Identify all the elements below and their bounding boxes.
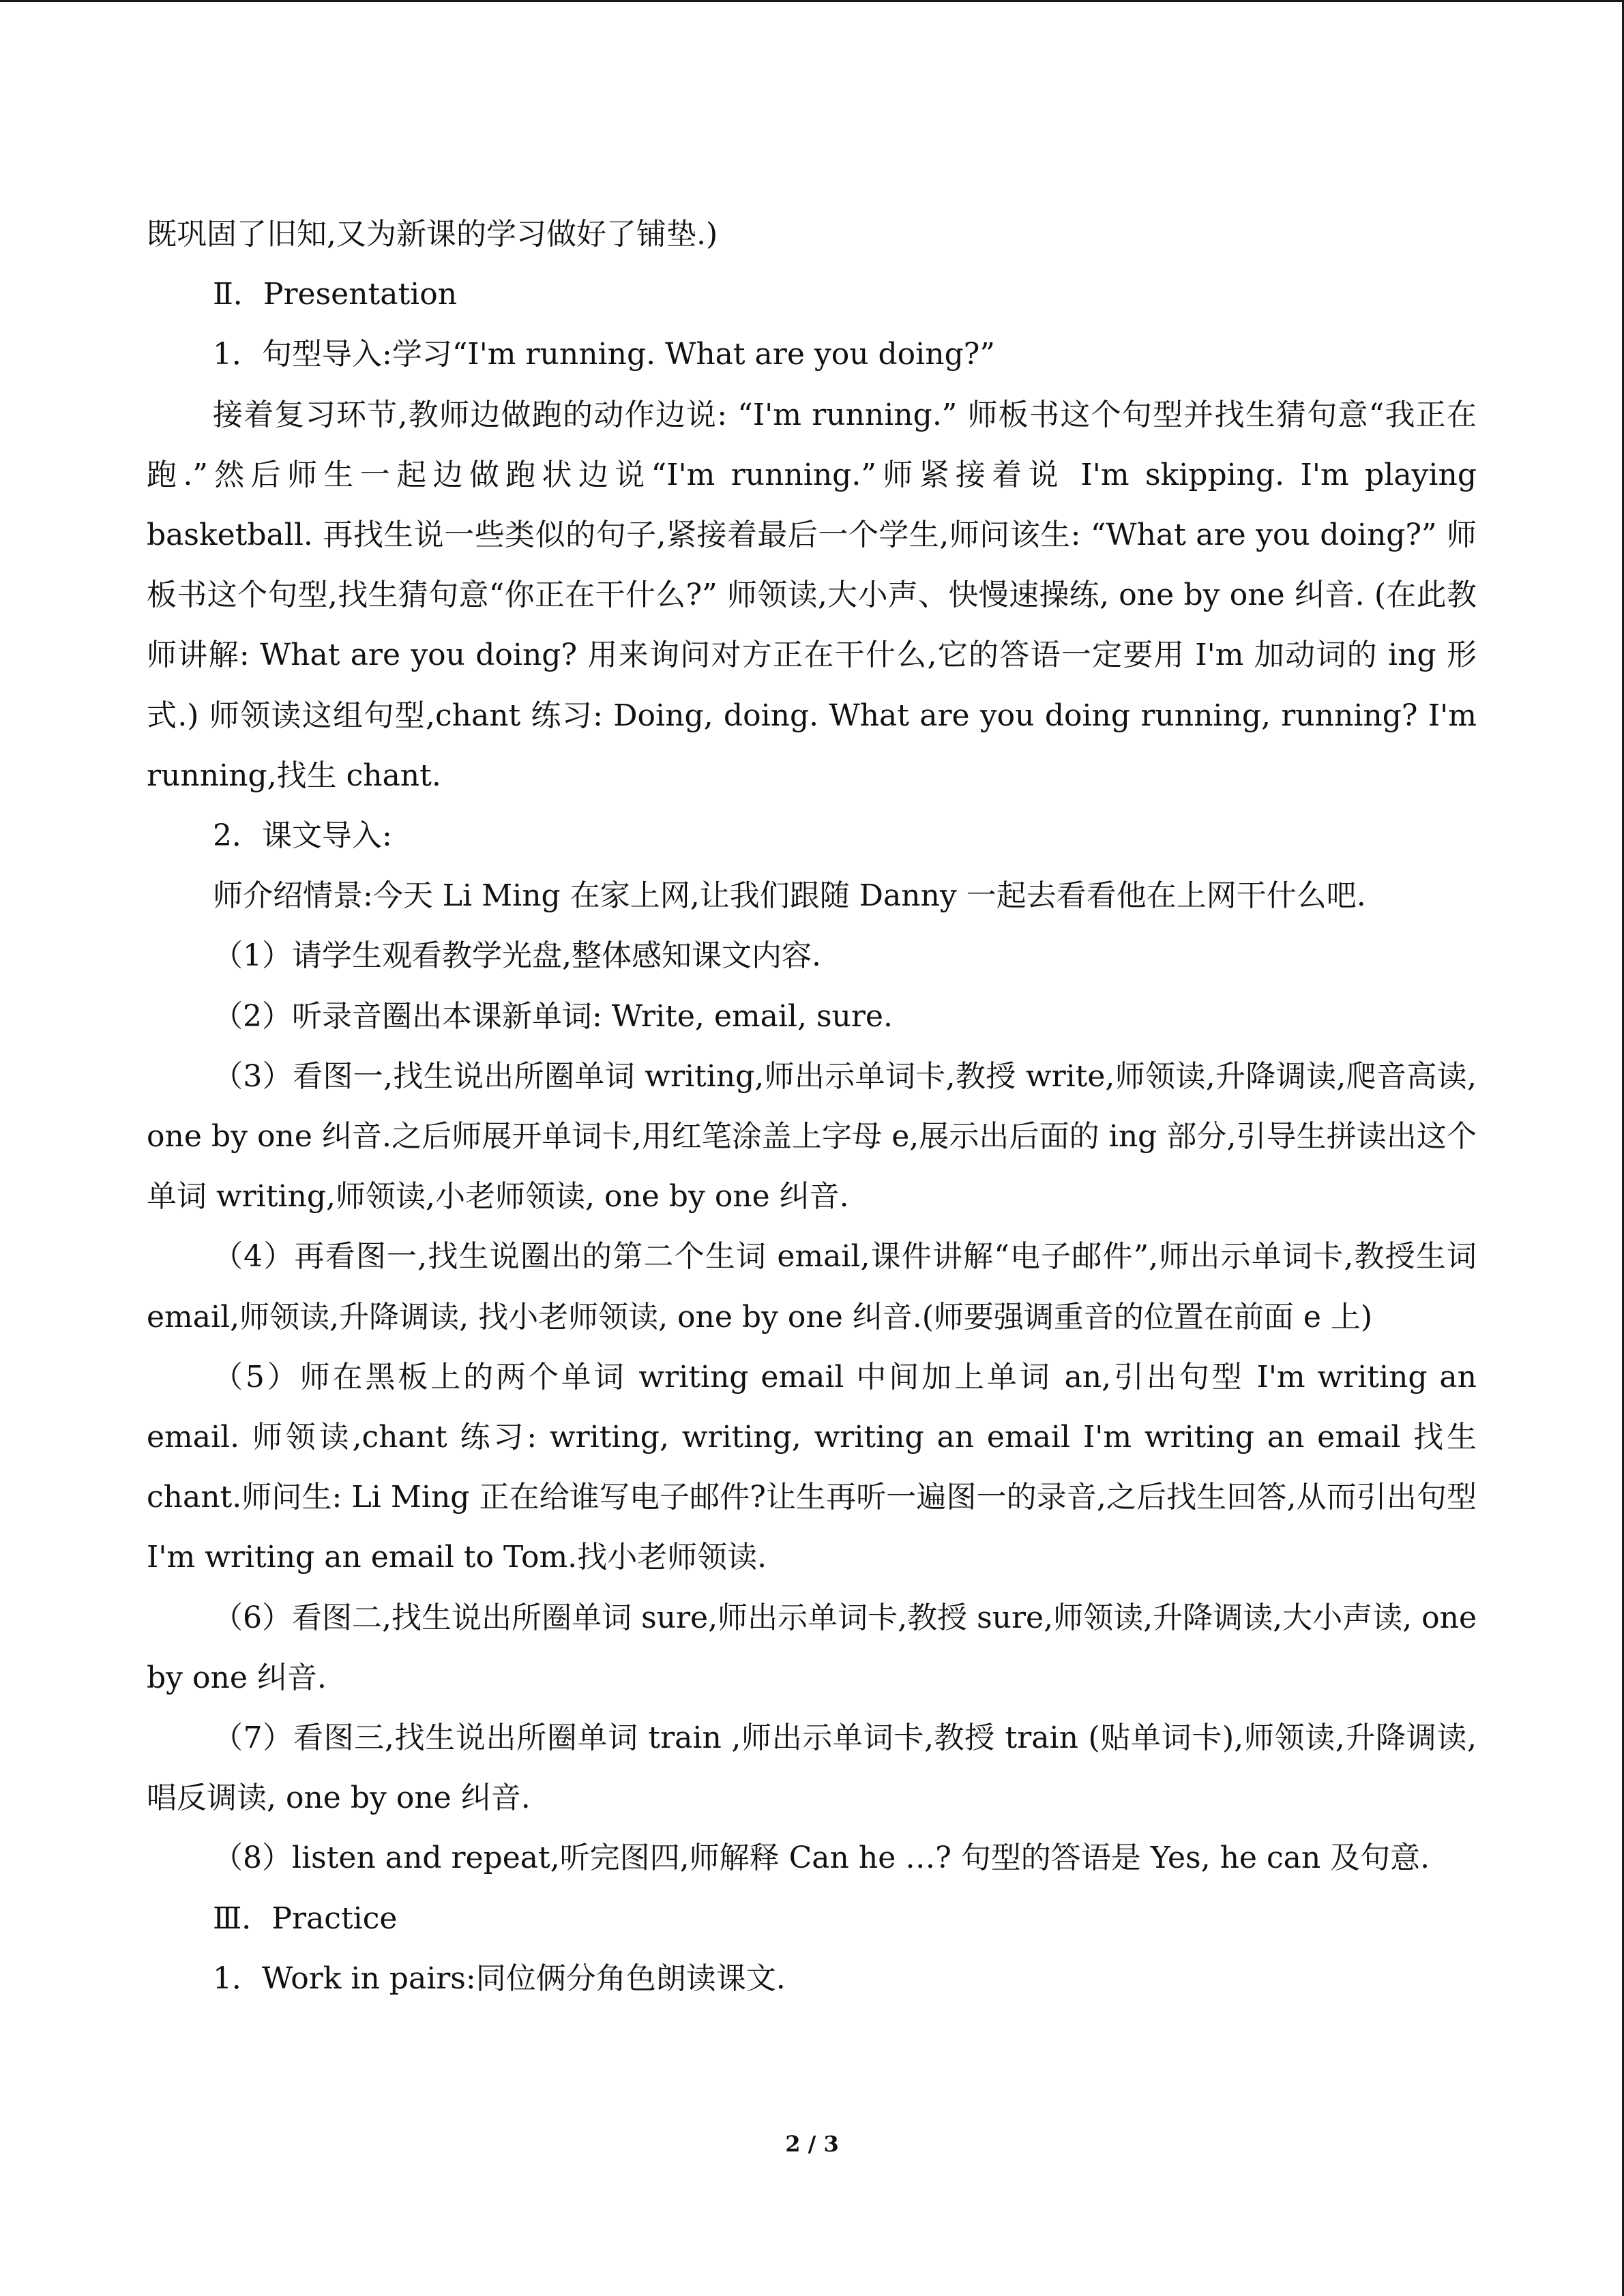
step-6: （6）看图二,找生说出所圈单词 sure,师出示单词卡,教授 sure,师领读,升降调读,大小声读, one by one 纠音. [147, 1600, 1477, 1695]
step-2: （2）听录音圈出本课新单词: Write, email, sure. [213, 998, 893, 1034]
practice-item-1: 1．Work in pairs:同位俩分角色朗读课文. [213, 1960, 786, 1996]
section-heading-practice: Ⅲ．Practice [213, 1900, 398, 1936]
document-body [147, 205, 1477, 2009]
step-3: （3）看图一,找生说出所圈单词 writing,师出示单词卡,教授 write,师领读,升降调读,爬音高读, one by one 纠音.之后师展开单词卡,用红笔涂盖上字母 e,展示出后面的 ing 部分,引导生拼读出这个单词 writing,师领读,小老师领读, one by one 纠音. [147, 1058, 1477, 1214]
paragraph-sentence-practice: 接着复习环节,教师边做跑的动作边说: “I'm running.” 师板书这个句型并找生猜句意“我正在跑.”然后师生一起边做跑状边说“I'm running.”师紧接着说 I'm skipping. I'm playing basketball. 再找生说一些类似的句子,紧接着最后一个学生,师问该生: “What are you doing?” 师板书这个句型,找生猜句意“你正在干什么?” 师领读,大小声、快慢速操练, one by one 纠音. (在此教师讲解: What are you doing? 用来询问对方正在干什么,它的答语一定要用 I'm 加动词的 ing 形式.) 师领读这组句型,chant 练习: Doing, doing. What are you doing running, running? I'm running,找生 chant. [147, 397, 1477, 793]
step-4: （4）再看图一,找生说圈出的第二个生词 email,课件讲解“电子邮件”,师出示单词卡,教授生词 email,师领读,升降调读, 找小老师领读, one by one 纠音.(师要强调重音的位置在前面 e 上) [147, 1239, 1477, 1335]
step-8: （8）listen and repeat,听完图四,师解释 Can he …? 句型的答语是 Yes, he can 及句意. [213, 1840, 1430, 1876]
step-1: （1）请学生观看教学光盘,整体感知课文内容. [213, 938, 821, 974]
subheading-text-intro: 2．课文导入: [213, 818, 392, 854]
page-number: 2 / 3 [785, 2131, 839, 2157]
section-heading-presentation: Ⅱ．Presentation [213, 277, 458, 312]
step-7: （7）看图三,找生说出所圈单词 train ,师出示单词卡,教授 train (贴单词卡),师领读,升降调读,唱反调读, one by one 纠音. [147, 1720, 1477, 1816]
step-5: （5）师在黑板上的两个单词 writing email 中间加上单词 an,引出句型 I'm writing an email. 师领读,chant 练习: writing, writing, writing an email I'm writing an email 找生 chant.师问生: Li Ming 正在给谁写电子邮件?让生再听一遍图一的录音,之后找生回答,从而引出句型 I'm writing an email to Tom.找小老师领读. [147, 1359, 1477, 1575]
subheading-sentence-intro: 1．句型导入:学习“I'm running. What are you doing?” [213, 337, 995, 372]
paragraph-scenario: 师介绍情景:今天 Li Ming 在家上网,让我们跟随 Danny 一起去看看他在上网干什么吧. [213, 878, 1366, 914]
paragraph-intro-end: 既巩固了旧知,又为新课的学习做好了铺垫.) [147, 217, 718, 252]
page-border-top [0, 0, 1624, 2]
